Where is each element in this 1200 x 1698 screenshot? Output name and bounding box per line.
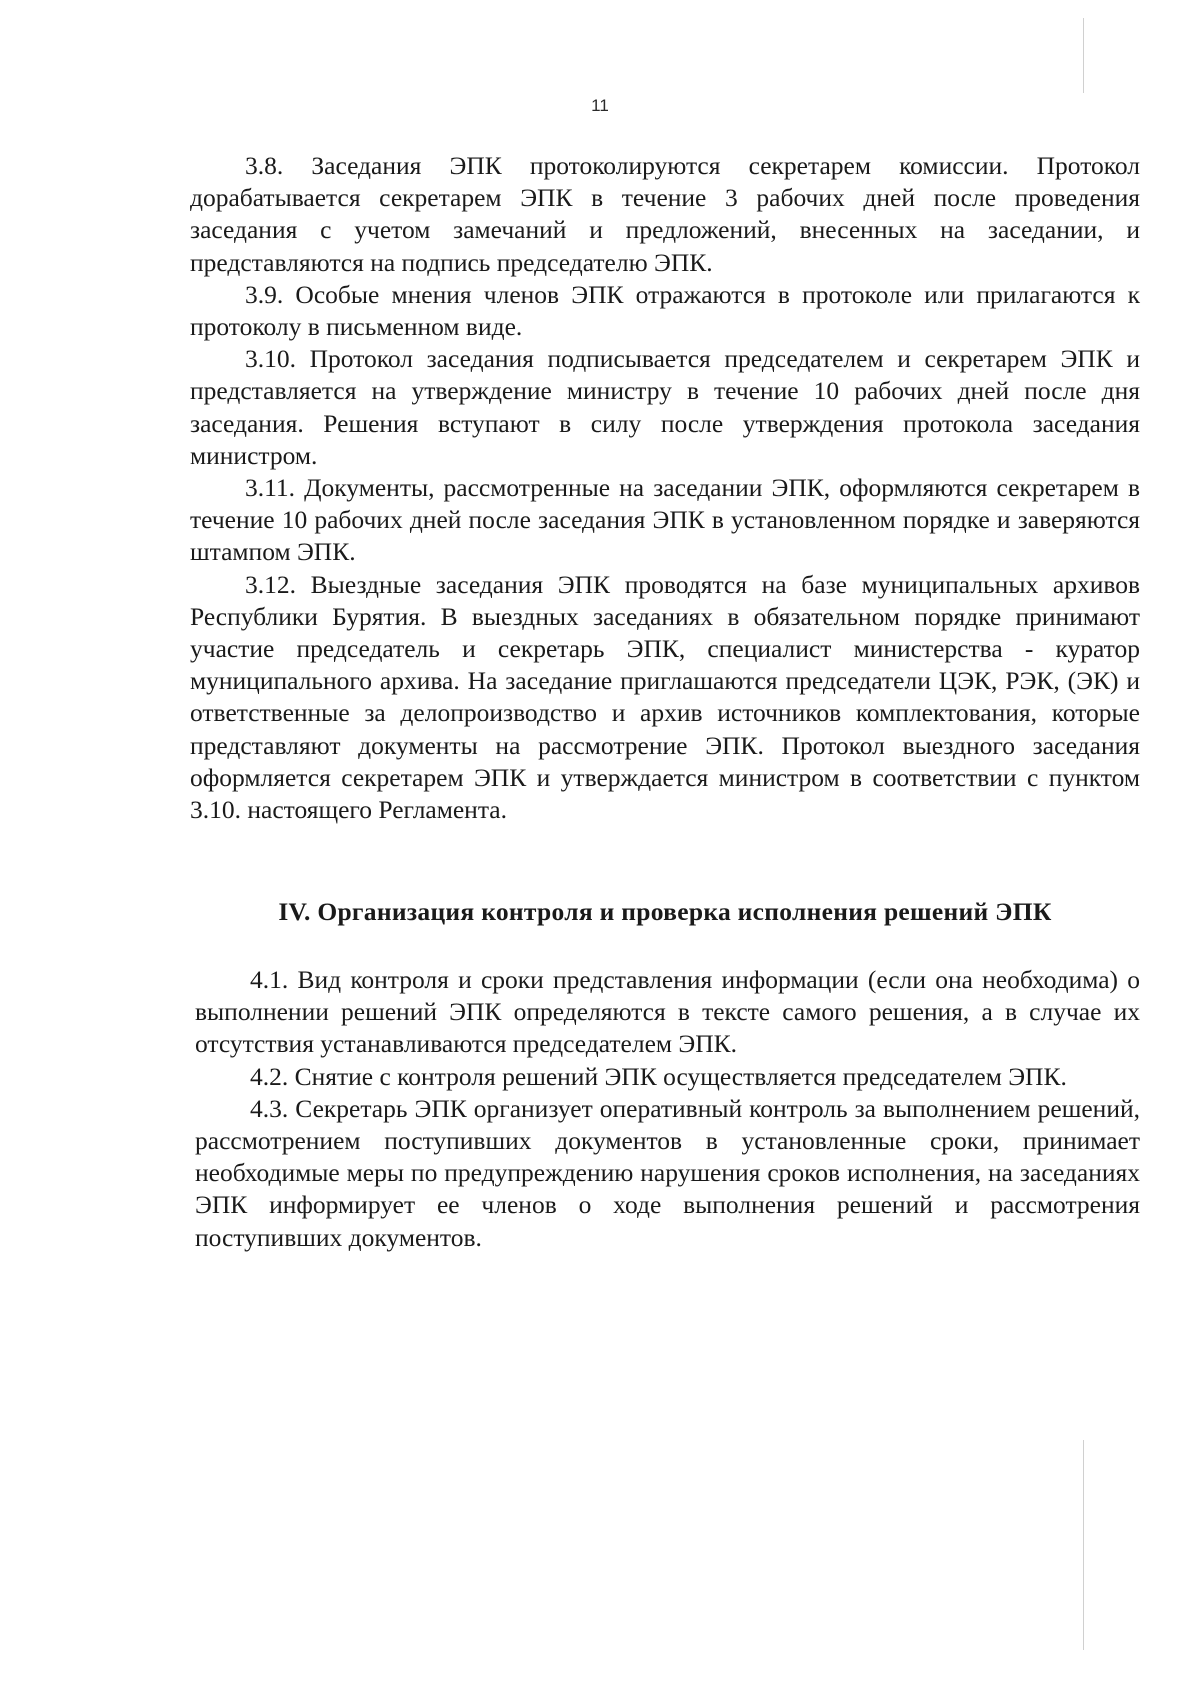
- section-4-text: [195, 964, 1140, 1254]
- paragraph-4-3: 4.3. Секретарь ЭПК организует оперативный контроль за выполнением решений, рассмотрением поступивших документов в установленные сроки, принимает необходимые меры по предупреждению нарушения сроков исполнения, на заседаниях ЭПК информирует ее членов о ходе выполнения решений и рассмотрения поступивших документов.: [195, 1093, 1140, 1252]
- section-4-heading: IV. Организация контроля и проверка исполнения решений ЭПК: [278, 897, 1052, 926]
- paragraph-3-8: 3.8. Заседания ЭПК протоколируются секретарем комиссии. Протокол дорабатывается секретарем ЭПК в течение 3 рабочих дней после проведения заседания с учетом замечаний и предложений, внесенных на заседании, и представляются на подпись председателю ЭПК.: [190, 151, 1140, 277]
- paragraph-4-2: 4.2. Снятие с контроля решений ЭПК осуществляется председателем ЭПК.: [250, 1061, 1067, 1091]
- section-3-text: [190, 150, 1140, 826]
- paragraph-3-10: 3.10. Протокол заседания подписывается председателем и секретарем ЭПК и представляется на утверждение министру в течение 10 рабочих дней после дня заседания. Решения вступают в силу после утверждения протокола заседания министром.: [190, 344, 1140, 470]
- scan-edge-line-top: [1083, 18, 1084, 93]
- page-number: 11: [591, 96, 609, 115]
- scan-edge-line-bottom: [1083, 1440, 1084, 1650]
- paragraph-4-1: 4.1. Вид контроля и сроки представления информации (если она необходима) о выполнении решений ЭПК определяются в тексте самого решения, а в случае их отсутствия устанавливаются председателем ЭПК.: [195, 965, 1140, 1059]
- paragraph-3-9: 3.9. Особые мнения членов ЭПК отражаются в протоколе или прилагаются к протоколу в письменном виде.: [190, 279, 1140, 342]
- paragraph-3-12: 3.12. Выездные заседания ЭПК проводятся на базе муниципальных архивов Республики Бурятия. В выездных заседаниях в обязательном порядке принимают участие председатель и секретарь ЭПК, специалист министерства - куратор муниципального архива. На заседание приглашаются председатели ЦЭК, РЭК, (ЭК) и ответственные за делопроизводство и архив источников комплектования, которые представляют документы на рассмотрение ЭПК. Протокол выездного заседания оформляется секретарем ЭПК и утверждается министром в соответствии с пунктом 3.10. настоящего Регламента.: [190, 569, 1140, 825]
- paragraph-3-11: 3.11. Документы, рассмотренные на заседании ЭПК, оформляются секретарем в течение 10 рабочих дней после заседания ЭПК в установленном порядке и заверяются штампом ЭПК.: [190, 473, 1140, 567]
